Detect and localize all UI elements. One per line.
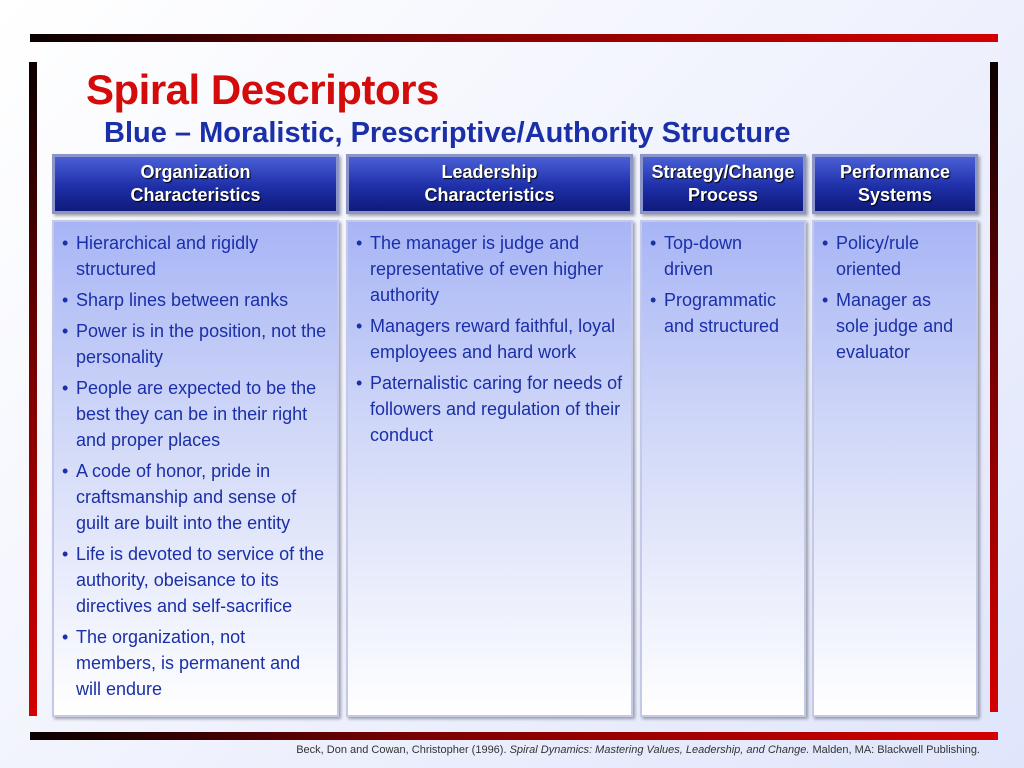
column-header-line: Performance [839, 162, 951, 182]
citation-authors: Beck, Don and Cowan, Christopher (1996). [296, 744, 507, 756]
right-rule [990, 62, 998, 712]
bottom-rule [30, 732, 998, 740]
bullet-item: • Hierarchical and rigidly structured [60, 230, 329, 282]
column-body-organization [52, 220, 339, 717]
column-header-organization [52, 154, 339, 214]
citation-book-title: Spiral Dynamics: Mastering Values, Leadership, and Change. [509, 744, 810, 756]
column-header-line: Strategy/Change [651, 162, 795, 182]
bullet-item: • Programmatic and structured [648, 287, 796, 339]
bullet-item: • Top-down driven [648, 230, 796, 282]
column-body-performance [812, 220, 978, 717]
column-body-leadership [346, 220, 633, 717]
bullet-item: • Life is devoted to service of the authority, obeisance to its directives and self-sacrifice [60, 541, 329, 619]
bullet-item: • Sharp lines between ranks [60, 287, 329, 313]
column-header-leadership [346, 154, 633, 214]
column-header-line: Leadership [441, 162, 538, 182]
bullet-item: • Managers reward faithful, loyal employees and hard work [354, 313, 623, 365]
bullet-item: • Paternalistic caring for needs of followers and regulation of their conduct [354, 370, 623, 448]
citation-publisher: Malden, MA: Blackwell Publishing. [812, 744, 980, 756]
bullet-item: • The organization, not members, is permanent and will endure [60, 624, 329, 702]
bullet-item: • People are expected to be the best they can be in their right and proper places [60, 375, 329, 453]
bullet-item: • Policy/rule oriented [820, 230, 968, 282]
bullet-list [60, 230, 329, 702]
bullet-item: • Manager as sole judge and evaluator [820, 287, 968, 365]
bullet-item: • The manager is judge and representative of even higher authority [354, 230, 623, 308]
top-rule [30, 34, 998, 42]
column-header-strategy [640, 154, 806, 214]
column-header-line: Process [687, 185, 759, 205]
slide-subtitle: Blue – Moralistic, Prescriptive/Authority Structure [104, 117, 791, 149]
bullet-list [820, 230, 968, 365]
column-header-line: Characteristics [130, 185, 261, 205]
column-header-line: Organization [140, 162, 251, 182]
bullet-item: • Power is in the position, not the personality [60, 318, 329, 370]
column-header-line: Systems [857, 185, 933, 205]
column-header-performance [812, 154, 978, 214]
slide-title: Spiral Descriptors [86, 66, 439, 113]
bullet-list [354, 230, 623, 448]
bullet-list [648, 230, 796, 339]
column-body-strategy [640, 220, 806, 717]
column-header-line: Characteristics [424, 185, 555, 205]
citation [296, 744, 980, 756]
bullet-item: • A code of honor, pride in craftsmanship and sense of guilt are built into the entity [60, 458, 329, 536]
left-rule [29, 62, 37, 716]
